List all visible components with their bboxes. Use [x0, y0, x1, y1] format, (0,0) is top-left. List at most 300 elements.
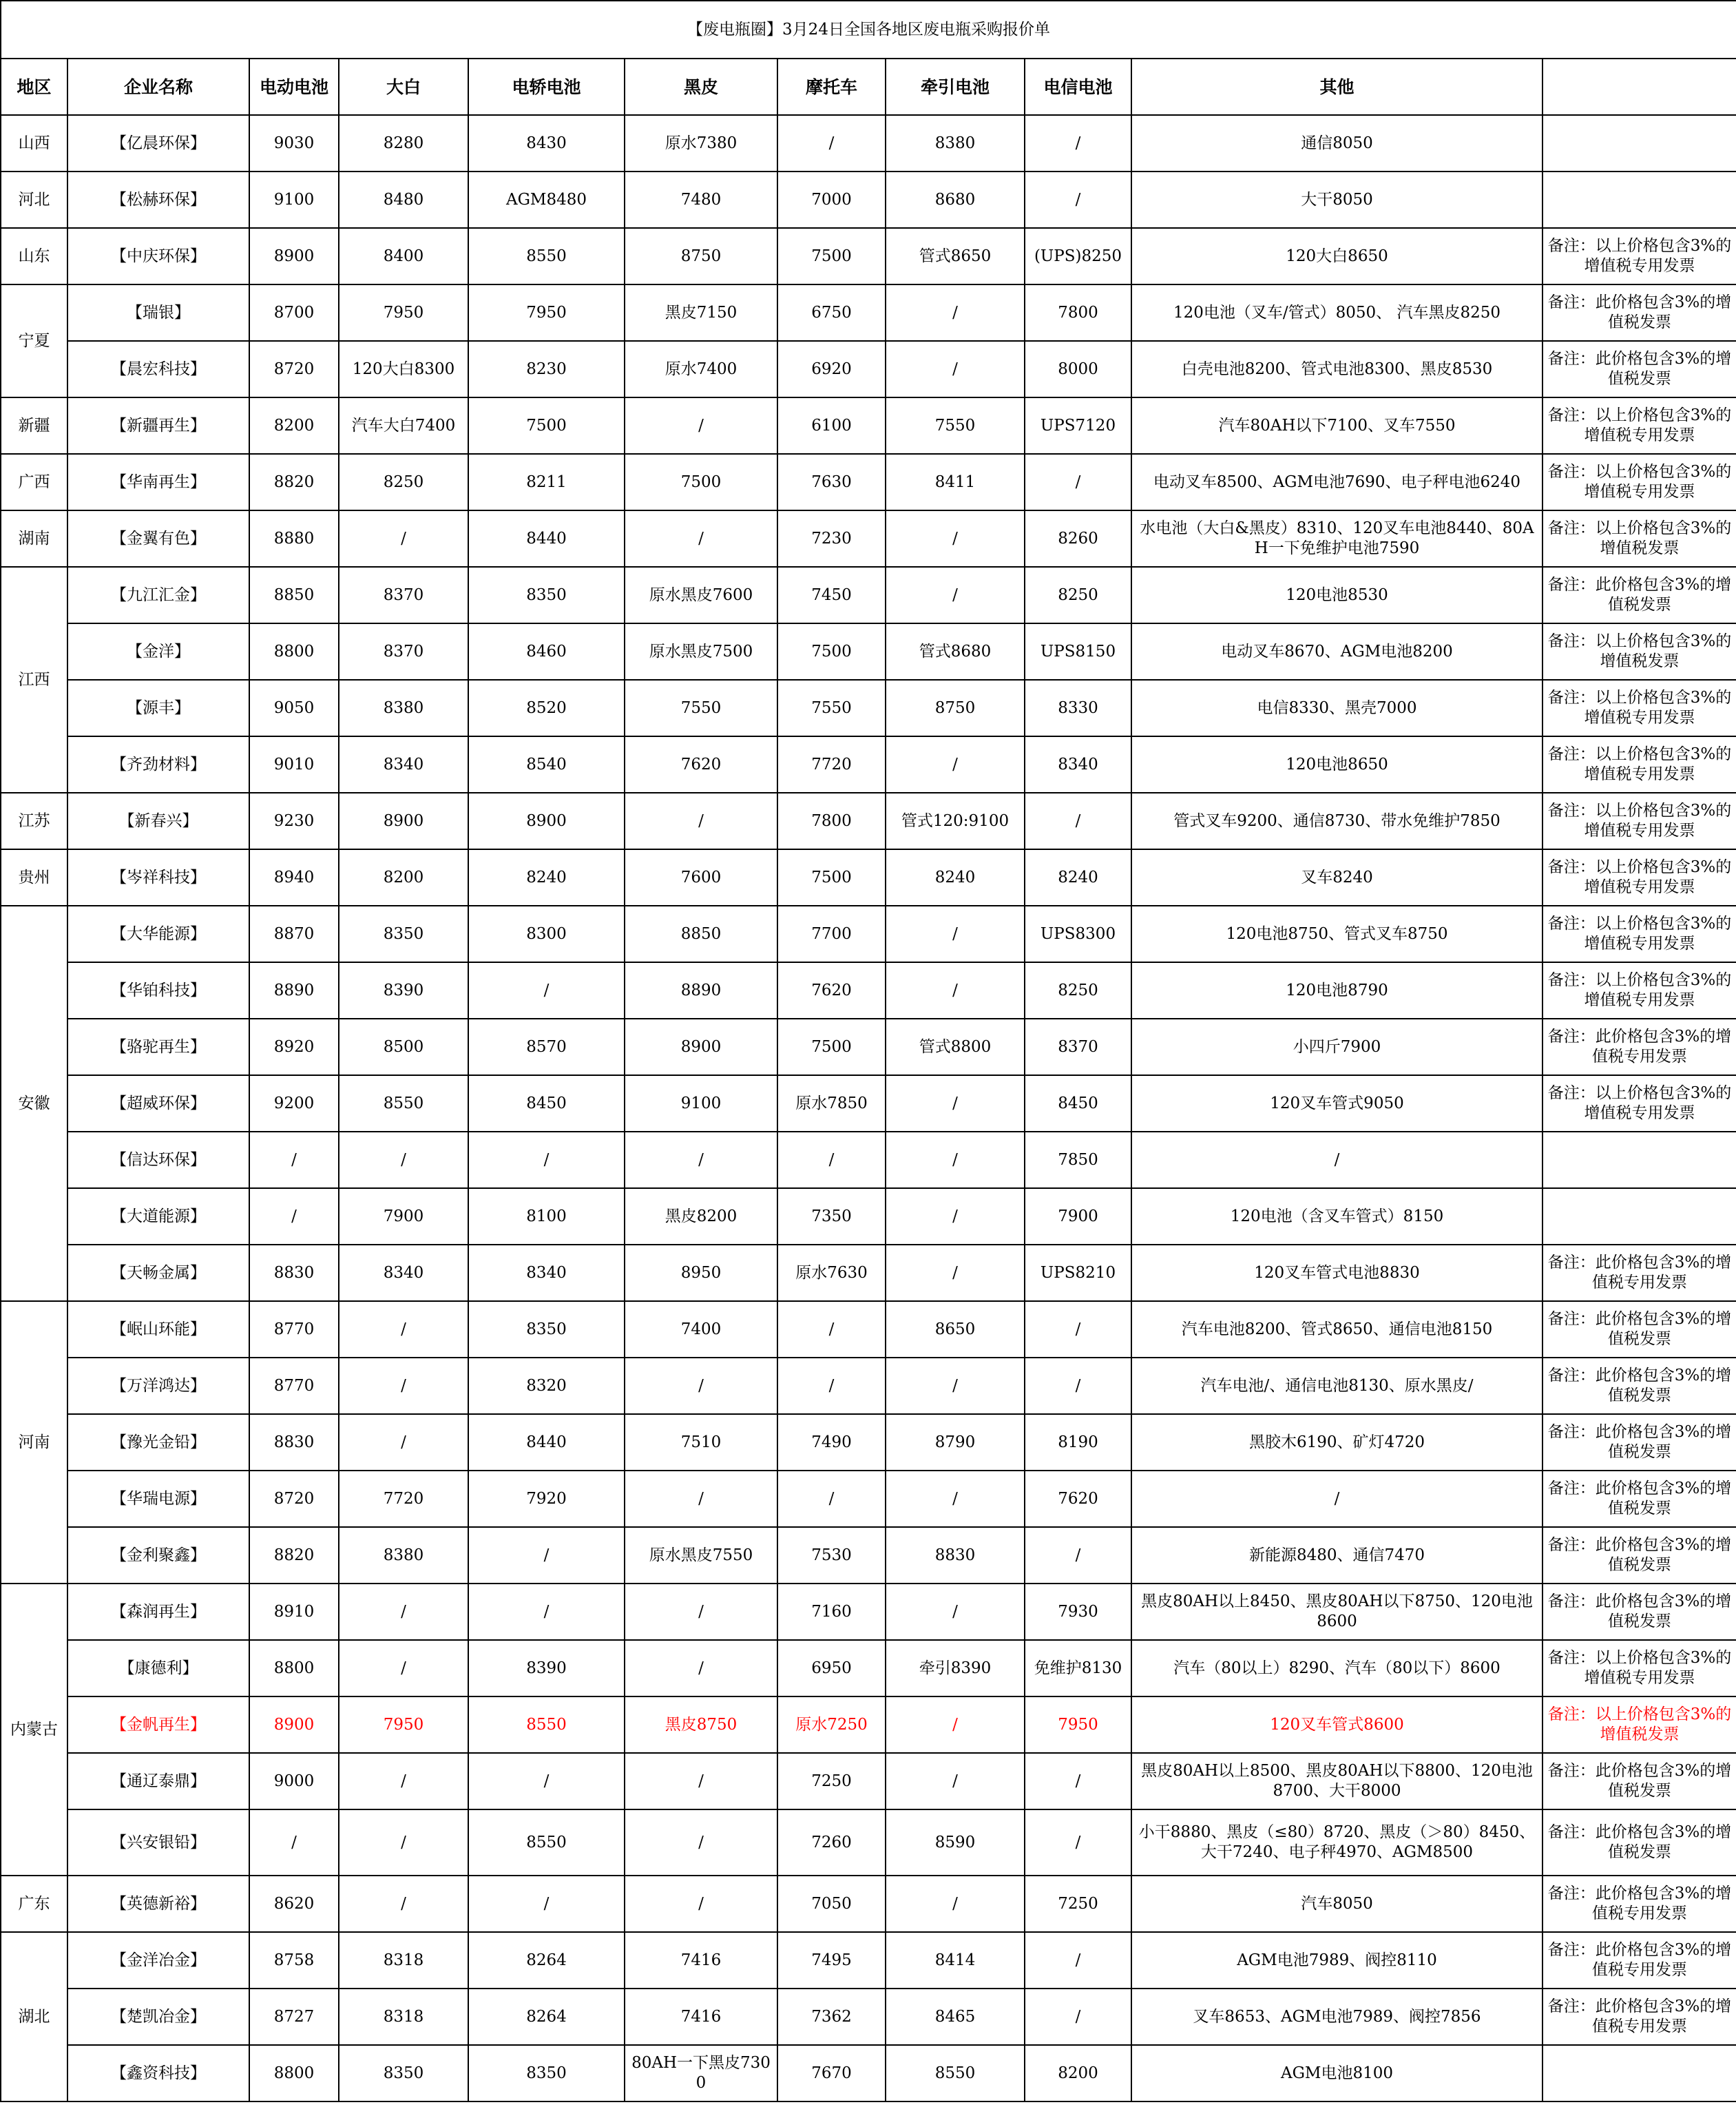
heipi-cell: 7500 [625, 454, 777, 510]
traction-battery-cell: 8414 [886, 1932, 1025, 1989]
remark-cell [1542, 172, 1736, 228]
car-battery-cell: 8350 [468, 1301, 625, 1358]
telecom-battery-cell: / [1025, 1358, 1131, 1414]
dabai-cell: 8350 [339, 906, 468, 962]
dabai-cell: / [339, 1809, 468, 1876]
traction-battery-cell: 管式8650 [886, 228, 1025, 284]
other-cell: 汽车8050 [1131, 1876, 1542, 1932]
company-cell: 【大道能源】 [67, 1188, 249, 1245]
company-cell: 【金洋】 [67, 623, 249, 680]
traction-battery-cell: 牵引8390 [886, 1640, 1025, 1696]
other-cell: 电信8330、黑壳7000 [1131, 680, 1542, 736]
header-traction-battery: 牵引电池 [886, 59, 1025, 115]
remark-cell: 备注：以上价格包含3%的增值税专用发票 [1542, 1075, 1736, 1132]
electric-battery-cell: 8940 [249, 849, 339, 906]
table-row [1, 1640, 1736, 1696]
motorcycle-cell: 原水7630 [777, 1245, 886, 1301]
telecom-battery-cell: / [1025, 793, 1131, 849]
traction-battery-cell: / [886, 510, 1025, 567]
car-battery-cell: 8460 [468, 623, 625, 680]
company-cell: 【信达环保】 [67, 1132, 249, 1188]
dabai-cell: / [339, 1876, 468, 1932]
traction-battery-cell: 8650 [886, 1301, 1025, 1358]
other-cell: AGM电池7989、阀控8110 [1131, 1932, 1542, 1989]
traction-battery-cell: 8830 [886, 1527, 1025, 1584]
dabai-cell: 8250 [339, 454, 468, 510]
traction-battery-cell: 管式8680 [886, 623, 1025, 680]
car-battery-cell: / [468, 962, 625, 1019]
other-cell: 电动叉车8670、AGM电池8200 [1131, 623, 1542, 680]
company-cell: 【九江汇金】 [67, 567, 249, 623]
motorcycle-cell: 7530 [777, 1527, 886, 1584]
table-row [1, 906, 1736, 962]
traction-battery-cell: 8790 [886, 1414, 1025, 1471]
dabai-cell: 8390 [339, 962, 468, 1019]
telecom-battery-cell: / [1025, 115, 1131, 172]
table-row [1, 962, 1736, 1019]
heipi-cell: / [625, 1132, 777, 1188]
heipi-cell: 原水7400 [625, 341, 777, 397]
motorcycle-cell: / [777, 1358, 886, 1414]
company-cell: 【金洋冶金】 [67, 1932, 249, 1989]
remark-cell: 备注：以上价格包含3%的增值税专用发票 [1542, 906, 1736, 962]
dabai-cell: 8280 [339, 115, 468, 172]
heipi-cell: 原水7380 [625, 115, 777, 172]
electric-battery-cell: 9030 [249, 115, 339, 172]
car-battery-cell: 8340 [468, 1245, 625, 1301]
car-battery-cell: / [468, 1584, 625, 1640]
header-motorcycle: 摩托车 [777, 59, 886, 115]
electric-battery-cell: 8800 [249, 623, 339, 680]
telecom-battery-cell: 8190 [1025, 1414, 1131, 1471]
other-cell: 小干8880、黑皮（≤80）8720、黑皮（＞80）8450、大干7240、电子秤4970、AGM8500 [1131, 1809, 1542, 1876]
traction-battery-cell: / [886, 341, 1025, 397]
other-cell: / [1131, 1132, 1542, 1188]
electric-battery-cell: 8850 [249, 567, 339, 623]
table-row [1, 1932, 1736, 1989]
table-row [1, 172, 1736, 228]
car-battery-cell: 8550 [468, 1809, 625, 1876]
traction-battery-cell: / [886, 1584, 1025, 1640]
remark-cell [1542, 1132, 1736, 1188]
region-cell: 内蒙古 [1, 1584, 67, 1876]
other-cell: 120电池8750、管式叉车8750 [1131, 906, 1542, 962]
company-cell: 【兴安银铅】 [67, 1809, 249, 1876]
dabai-cell: / [339, 510, 468, 567]
telecom-battery-cell: 8000 [1025, 341, 1131, 397]
heipi-cell: 7416 [625, 1989, 777, 2045]
motorcycle-cell: 7495 [777, 1932, 886, 1989]
company-cell: 【瑞银】 [67, 284, 249, 341]
other-cell: 小四斤7900 [1131, 1019, 1542, 1075]
motorcycle-cell: / [777, 1471, 886, 1527]
telecom-battery-cell: / [1025, 1989, 1131, 2045]
dabai-cell: 8370 [339, 567, 468, 623]
electric-battery-cell: 8870 [249, 906, 339, 962]
remark-cell: 备注：此价格包含3%的增值税发票 [1542, 1301, 1736, 1358]
electric-battery-cell: 8820 [249, 1527, 339, 1584]
motorcycle-cell: 7350 [777, 1188, 886, 1245]
car-battery-cell: / [468, 1876, 625, 1932]
traction-battery-cell: 8380 [886, 115, 1025, 172]
region-cell: 广西 [1, 454, 67, 510]
other-cell: 120电池（叉车/管式）8050、 汽车黑皮8250 [1131, 284, 1542, 341]
electric-battery-cell: 8770 [249, 1358, 339, 1414]
car-battery-cell: 8520 [468, 680, 625, 736]
traction-battery-cell: / [886, 284, 1025, 341]
other-cell: 水电池（大白&黑皮）8310、120叉车电池8440、80AH一下免维护电池7590 [1131, 510, 1542, 567]
dabai-cell: 7950 [339, 1696, 468, 1753]
electric-battery-cell: 8920 [249, 1019, 339, 1075]
heipi-cell: 8900 [625, 1019, 777, 1075]
heipi-cell: 8750 [625, 228, 777, 284]
electric-battery-cell: 8700 [249, 284, 339, 341]
motorcycle-cell: 7050 [777, 1876, 886, 1932]
electric-battery-cell: 8620 [249, 1876, 339, 1932]
electric-battery-cell: 8727 [249, 1989, 339, 2045]
table-row [1, 1358, 1736, 1414]
dabai-cell: 8318 [339, 1932, 468, 1989]
header-heipi: 黑皮 [625, 59, 777, 115]
motorcycle-cell: 7250 [777, 1753, 886, 1809]
table-row [1, 115, 1736, 172]
motorcycle-cell: 7550 [777, 680, 886, 736]
company-cell: 【华南再生】 [67, 454, 249, 510]
telecom-battery-cell: 7620 [1025, 1471, 1131, 1527]
region-cell: 新疆 [1, 397, 67, 454]
motorcycle-cell: 7500 [777, 228, 886, 284]
other-cell: 120电池8530 [1131, 567, 1542, 623]
dabai-cell: / [339, 1358, 468, 1414]
telecom-battery-cell: 8260 [1025, 510, 1131, 567]
traction-battery-cell: / [886, 1471, 1025, 1527]
company-cell: 【万洋鸿达】 [67, 1358, 249, 1414]
company-cell: 【齐劲材料】 [67, 736, 249, 793]
heipi-cell: 8890 [625, 962, 777, 1019]
remark-cell: 备注：此价格包含3%的增值税发票 [1542, 1527, 1736, 1584]
telecom-battery-cell: / [1025, 1753, 1131, 1809]
dabai-cell: 8400 [339, 228, 468, 284]
remark-cell: 备注：以上价格包含3%的增值税专用发票 [1542, 228, 1736, 284]
table-row [1, 1019, 1736, 1075]
dabai-cell: / [339, 1640, 468, 1696]
traction-battery-cell: 8240 [886, 849, 1025, 906]
traction-battery-cell: / [886, 906, 1025, 962]
car-battery-cell: 8390 [468, 1640, 625, 1696]
traction-battery-cell: 管式8800 [886, 1019, 1025, 1075]
dabai-cell: 8370 [339, 623, 468, 680]
telecom-battery-cell: 8370 [1025, 1019, 1131, 1075]
remark-cell [1542, 1188, 1736, 1245]
table-row [1, 849, 1736, 906]
electric-battery-cell: 8910 [249, 1584, 339, 1640]
remark-cell: 备注：此价格包含3%的增值税发票 [1542, 1414, 1736, 1471]
table-row [1, 1414, 1736, 1471]
remark-cell: 备注：此价格包含3%的增值税专用发票 [1542, 1989, 1736, 2045]
other-cell: 汽车电池8200、管式8650、通信电池8150 [1131, 1301, 1542, 1358]
heipi-cell: 7550 [625, 680, 777, 736]
table-row [1, 1876, 1736, 1932]
dabai-cell: 8318 [339, 1989, 468, 2045]
motorcycle-cell: 6920 [777, 341, 886, 397]
other-cell: 120电池8790 [1131, 962, 1542, 1019]
region-cell: 河南 [1, 1301, 67, 1584]
heipi-cell: 7416 [625, 1932, 777, 1989]
header-dabai: 大白 [339, 59, 468, 115]
car-battery-cell: 8264 [468, 1989, 625, 2045]
heipi-cell: 原水黑皮7550 [625, 1527, 777, 1584]
company-cell: 【森润再生】 [67, 1584, 249, 1640]
electric-battery-cell: 8900 [249, 228, 339, 284]
region-cell: 山西 [1, 115, 67, 172]
telecom-battery-cell: 8200 [1025, 2045, 1131, 2101]
header-other: 其他 [1131, 59, 1542, 115]
table-row [1, 1245, 1736, 1301]
traction-battery-cell: 8465 [886, 1989, 1025, 2045]
telecom-battery-cell: 7250 [1025, 1876, 1131, 1932]
dabai-cell: 8380 [339, 1527, 468, 1584]
company-cell: 【中庆环保】 [67, 228, 249, 284]
telecom-battery-cell: UPS8300 [1025, 906, 1131, 962]
other-cell: 管式叉车9200、通信8730、带水免维护7850 [1131, 793, 1542, 849]
traction-battery-cell: / [886, 1753, 1025, 1809]
remark-cell: 备注：以上价格包含3%的增值税专用发票 [1542, 962, 1736, 1019]
car-battery-cell: / [468, 1132, 625, 1188]
table-row [1, 510, 1736, 567]
region-cell: 安徽 [1, 906, 67, 1301]
company-cell: 【新春兴】 [67, 793, 249, 849]
car-battery-cell: 8100 [468, 1188, 625, 1245]
other-cell: 汽车（80以上）8290、汽车（80以下）8600 [1131, 1640, 1542, 1696]
dabai-cell: 7950 [339, 284, 468, 341]
electric-battery-cell: 8900 [249, 1696, 339, 1753]
other-cell: 120叉车管式9050 [1131, 1075, 1542, 1132]
heipi-cell: 9100 [625, 1075, 777, 1132]
table-row [1, 567, 1736, 623]
traction-battery-cell: 8680 [886, 172, 1025, 228]
header-car-battery: 电轿电池 [468, 59, 625, 115]
motorcycle-cell: 原水7250 [777, 1696, 886, 1753]
motorcycle-cell: 原水7850 [777, 1075, 886, 1132]
motorcycle-cell: 7720 [777, 736, 886, 793]
remark-cell [1542, 115, 1736, 172]
other-cell: 电动叉车8500、AGM电池7690、电子秤电池6240 [1131, 454, 1542, 510]
heipi-cell: 原水黑皮7500 [625, 623, 777, 680]
electric-battery-cell: 8758 [249, 1932, 339, 1989]
remark-cell: 备注：此价格包含3%的增值税发票 [1542, 567, 1736, 623]
table-row [1, 623, 1736, 680]
remark-cell: 备注：以上价格包含3%的增值税发票 [1542, 1696, 1736, 1753]
car-battery-cell: / [468, 1527, 625, 1584]
telecom-battery-cell: UPS8150 [1025, 623, 1131, 680]
heipi-cell: 7400 [625, 1301, 777, 1358]
table-row [1, 454, 1736, 510]
car-battery-cell: 8570 [468, 1019, 625, 1075]
car-battery-cell: 8450 [468, 1075, 625, 1132]
electric-battery-cell: 8800 [249, 1640, 339, 1696]
car-battery-cell: 8440 [468, 1414, 625, 1471]
car-battery-cell: 8540 [468, 736, 625, 793]
remark-cell: 备注：以上价格包含3%的增值税发票 [1542, 510, 1736, 567]
remark-cell: 备注：此价格包含3%的增值税发票 [1542, 1358, 1736, 1414]
header-region: 地区 [1, 59, 67, 115]
telecom-battery-cell: / [1025, 1932, 1131, 1989]
telecom-battery-cell: 8450 [1025, 1075, 1131, 1132]
company-cell: 【英德新裕】 [67, 1876, 249, 1932]
remark-cell: 备注：此价格包含3%的增值税发票 [1542, 1753, 1736, 1809]
other-cell: 叉车8240 [1131, 849, 1542, 906]
heipi-cell: 黑皮8750 [625, 1696, 777, 1753]
traction-battery-cell: 7550 [886, 397, 1025, 454]
company-cell: 【华瑞电源】 [67, 1471, 249, 1527]
dabai-cell: 8380 [339, 680, 468, 736]
remark-cell: 备注：以上价格包含3%的增值税发票 [1542, 623, 1736, 680]
company-cell: 【金翼有色】 [67, 510, 249, 567]
remark-cell: 备注：此价格包含3%的增值税专用发票 [1542, 1019, 1736, 1075]
motorcycle-cell: 7630 [777, 454, 886, 510]
motorcycle-cell: 7800 [777, 793, 886, 849]
motorcycle-cell: 7260 [777, 1809, 886, 1876]
heipi-cell: / [625, 1753, 777, 1809]
remark-cell: 备注：以上价格包含3%的增值税专用发票 [1542, 849, 1736, 906]
heipi-cell: / [625, 1809, 777, 1876]
table-row [1, 793, 1736, 849]
motorcycle-cell: 6750 [777, 284, 886, 341]
telecom-battery-cell: / [1025, 1527, 1131, 1584]
table-row [1, 1075, 1736, 1132]
company-cell: 【超威环保】 [67, 1075, 249, 1132]
electric-battery-cell: 8820 [249, 454, 339, 510]
telecom-battery-cell: 7900 [1025, 1188, 1131, 1245]
electric-battery-cell: 9050 [249, 680, 339, 736]
dabai-cell: 7900 [339, 1188, 468, 1245]
electric-battery-cell: 8880 [249, 510, 339, 567]
traction-battery-cell: / [886, 567, 1025, 623]
other-cell: 黑皮80AH以上8450、黑皮80AH以下8750、120电池8600 [1131, 1584, 1542, 1640]
motorcycle-cell: 7490 [777, 1414, 886, 1471]
car-battery-cell: 7950 [468, 284, 625, 341]
car-battery-cell: 7920 [468, 1471, 625, 1527]
motorcycle-cell: 7500 [777, 849, 886, 906]
table-row [1, 1696, 1736, 1753]
heipi-cell: / [625, 1876, 777, 1932]
motorcycle-cell: / [777, 115, 886, 172]
motorcycle-cell: 7450 [777, 567, 886, 623]
company-cell: 【晨宏科技】 [67, 341, 249, 397]
table-row [1, 2045, 1736, 2101]
motorcycle-cell: 7000 [777, 172, 886, 228]
motorcycle-cell: 7230 [777, 510, 886, 567]
electric-battery-cell: 9230 [249, 793, 339, 849]
electric-battery-cell: 8830 [249, 1245, 339, 1301]
region-cell: 宁夏 [1, 284, 67, 397]
electric-battery-cell: 8890 [249, 962, 339, 1019]
region-cell: 山东 [1, 228, 67, 284]
company-cell: 【松赫环保】 [67, 172, 249, 228]
motorcycle-cell: 7670 [777, 2045, 886, 2101]
table-row [1, 284, 1736, 341]
traction-battery-cell: 8550 [886, 2045, 1025, 2101]
dabai-cell: 8900 [339, 793, 468, 849]
other-cell: 叉车8653、AGM电池7989、阀控7856 [1131, 1989, 1542, 2045]
car-battery-cell: 8211 [468, 454, 625, 510]
sheet-title: 【废电瓶圈】3月24日全国各地区废电瓶采购报价单 [1, 1, 1736, 59]
car-battery-cell: 8440 [468, 510, 625, 567]
table-row [1, 736, 1736, 793]
telecom-battery-cell: 8240 [1025, 849, 1131, 906]
company-cell: 【大华能源】 [67, 906, 249, 962]
company-cell: 【天畅金属】 [67, 1245, 249, 1301]
car-battery-cell: 8240 [468, 849, 625, 906]
dabai-cell: 8480 [339, 172, 468, 228]
motorcycle-cell: 6100 [777, 397, 886, 454]
dabai-cell: / [339, 1301, 468, 1358]
remark-cell: 备注：此价格包含3%的增值税发票 [1542, 341, 1736, 397]
company-cell: 【华铂科技】 [67, 962, 249, 1019]
company-cell: 【康德利】 [67, 1640, 249, 1696]
company-cell: 【源丰】 [67, 680, 249, 736]
other-cell: 黑胶木6190、矿灯4720 [1131, 1414, 1542, 1471]
electric-battery-cell: / [249, 1132, 339, 1188]
dabai-cell: 120大白8300 [339, 341, 468, 397]
electric-battery-cell: 9000 [249, 1753, 339, 1809]
traction-battery-cell: / [886, 1245, 1025, 1301]
table-row [1, 1989, 1736, 2045]
telecom-battery-cell: 7930 [1025, 1584, 1131, 1640]
dabai-cell: 8340 [339, 736, 468, 793]
heipi-cell: / [625, 397, 777, 454]
car-battery-cell: 8900 [468, 793, 625, 849]
heipi-cell: 7620 [625, 736, 777, 793]
electric-battery-cell: 9100 [249, 172, 339, 228]
other-cell: 120叉车管式电池8830 [1131, 1245, 1542, 1301]
heipi-cell: 7600 [625, 849, 777, 906]
heipi-cell: / [625, 1584, 777, 1640]
telecom-battery-cell: UPS7120 [1025, 397, 1131, 454]
other-cell: 汽车80AH以下7100、叉车7550 [1131, 397, 1542, 454]
traction-battery-cell: 管式120:9100 [886, 793, 1025, 849]
region-cell: 江西 [1, 567, 67, 793]
dabai-cell: / [339, 1753, 468, 1809]
heipi-cell: 7510 [625, 1414, 777, 1471]
electric-battery-cell: 8770 [249, 1301, 339, 1358]
car-battery-cell: 7500 [468, 397, 625, 454]
remark-cell: 备注：以上价格包含3%的增值税专用发票 [1542, 680, 1736, 736]
motorcycle-cell: 6950 [777, 1640, 886, 1696]
motorcycle-cell: 7700 [777, 906, 886, 962]
telecom-battery-cell: / [1025, 1809, 1131, 1876]
motorcycle-cell: / [777, 1301, 886, 1358]
company-cell: 【楚凯冶金】 [67, 1989, 249, 2045]
header-row [1, 59, 1736, 115]
traction-battery-cell: / [886, 1876, 1025, 1932]
remark-cell: 备注：以上价格包含3%的增值税专用发票 [1542, 397, 1736, 454]
motorcycle-cell: 7620 [777, 962, 886, 1019]
telecom-battery-cell: 免维护8130 [1025, 1640, 1131, 1696]
header-electric-battery: 电动电池 [249, 59, 339, 115]
dabai-cell: / [339, 1132, 468, 1188]
remark-cell: 备注：以上价格包含3%的增值税专用发票 [1542, 736, 1736, 793]
other-cell: / [1131, 1471, 1542, 1527]
company-cell: 【亿晨环保】 [67, 115, 249, 172]
heipi-cell: / [625, 1358, 777, 1414]
other-cell: 白壳电池8200、管式电池8300、黑皮8530 [1131, 341, 1542, 397]
company-cell: 【岷山环能】 [67, 1301, 249, 1358]
remark-cell: 备注：此价格包含3%的增值税专用发票 [1542, 1932, 1736, 1989]
dabai-cell: 8200 [339, 849, 468, 906]
electric-battery-cell: 8720 [249, 341, 339, 397]
dabai-cell: 8340 [339, 1245, 468, 1301]
